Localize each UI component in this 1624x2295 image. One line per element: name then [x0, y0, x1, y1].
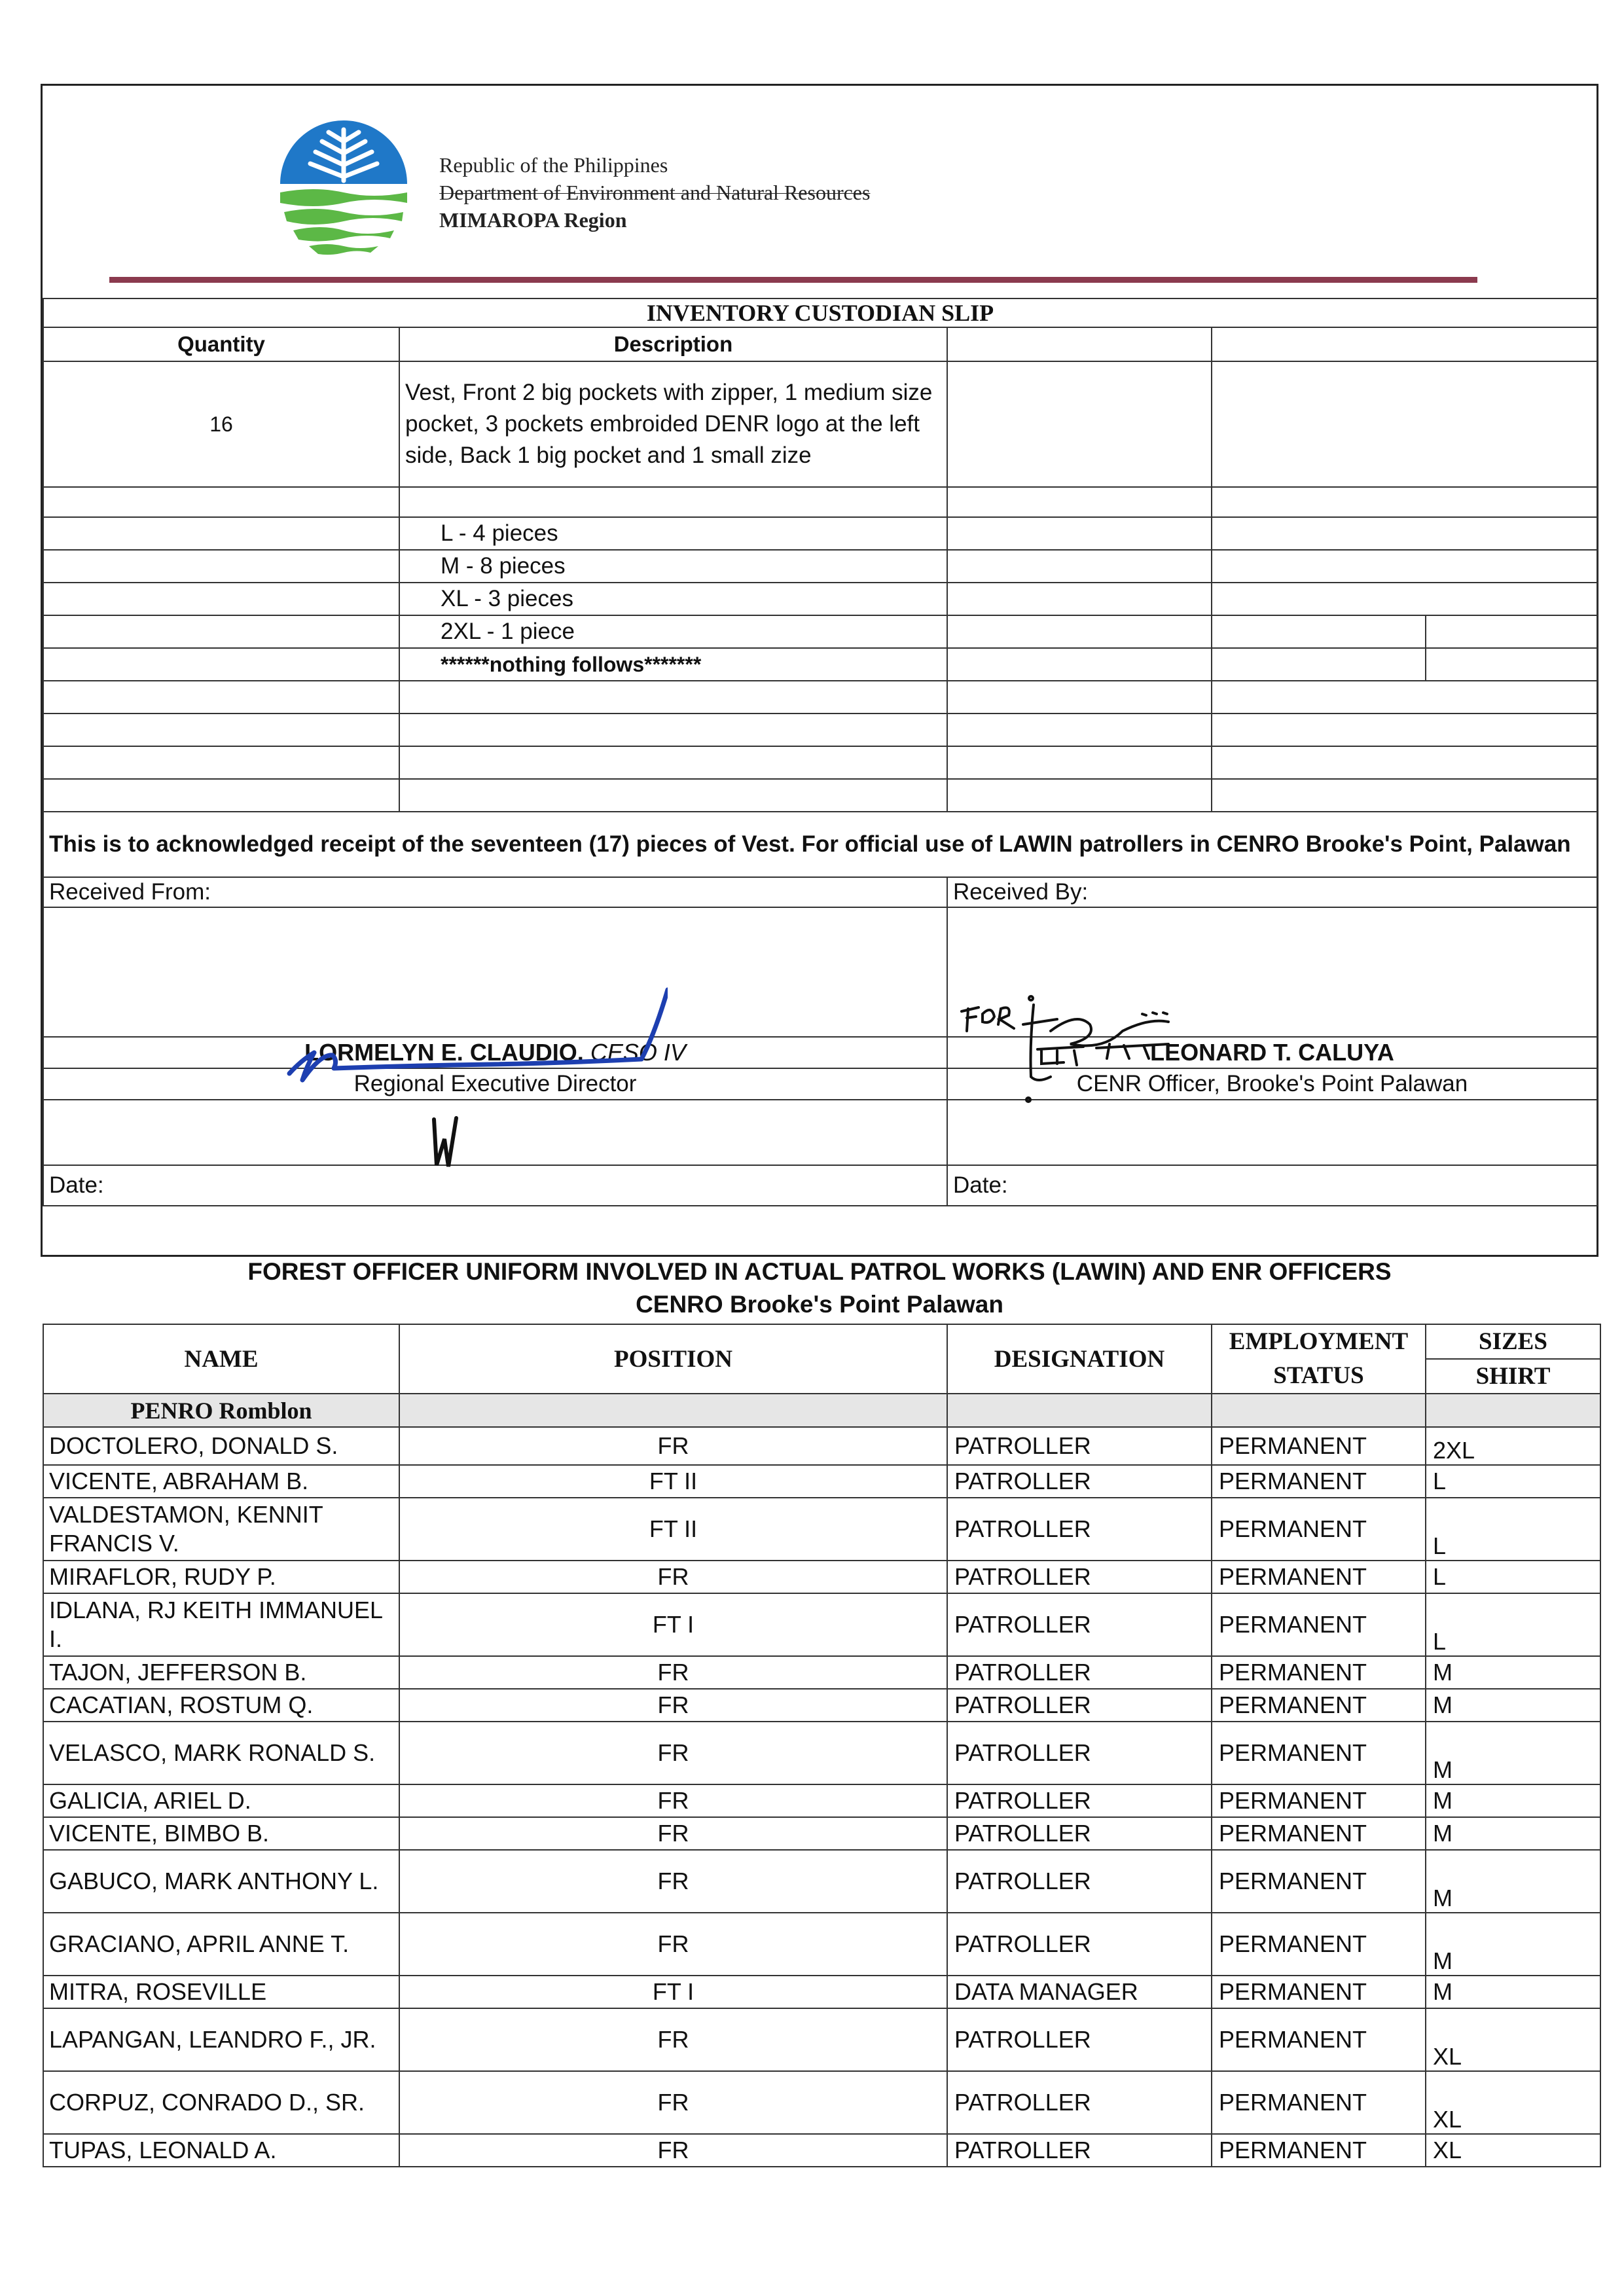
size-line: M - 8 pieces [399, 550, 947, 583]
letterhead-text [439, 151, 870, 234]
description-header: Description [399, 327, 947, 361]
republic-line: Republic of the Philippines [439, 153, 668, 177]
table-row: VICENTE, BIMBO B. FR PATROLLER PERMANENT M [43, 1817, 1600, 1850]
size-line: L - 4 pieces [399, 517, 947, 550]
table-row: MIRAFLOR, RUDY P. FR PATROLLER PERMANENT L [43, 1561, 1600, 1593]
letterhead [43, 86, 1597, 297]
roster-title-line2: CENRO Brooke's Point Palawan [636, 1291, 1003, 1318]
item-description: Vest, Front 2 big pockets with zipper, 1 medium size pocket, 3 pockets embroided DENR logo at the left side, Back 1 big pocket and 1 small zize [399, 361, 947, 487]
shirt-header: SHIRT [1426, 1359, 1600, 1394]
table-row: LAPANGAN, LEANDRO F., JR. FR PATROLLER PERMANENT XL [43, 2008, 1600, 2071]
department-line: Department of Environment and Natural Resources [439, 181, 871, 204]
position-header: POSITION [399, 1324, 947, 1394]
roster-title [43, 1256, 1597, 1321]
group-label: PENRO Romblon [43, 1394, 399, 1427]
table-row: GABUCO, MARK ANTHONY L. FR PATROLLER PERMANENT M [43, 1850, 1600, 1913]
sizes-header: SIZES [1426, 1324, 1600, 1359]
received-by-name: LEONARD T. CALUYA [947, 1037, 1597, 1068]
table-row: TAJON, JEFFERSON B. FR PATROLLER PERMANENT M [43, 1656, 1600, 1689]
initial-mark-icon [429, 1113, 461, 1172]
received-by-label: Received By: [947, 877, 1597, 907]
personnel-table [43, 1324, 1601, 2167]
table-row: GRACIANO, APRIL ANNE T. FR PATROLLER PERMANENT M [43, 1913, 1600, 1976]
table-row: VELASCO, MARK RONALD S. FR PATROLLER PERMANENT M [43, 1722, 1600, 1784]
date-right-label: Date: [947, 1165, 1597, 1206]
quantity-header: Quantity [43, 327, 399, 361]
size-line: 2XL - 1 piece [399, 615, 947, 648]
acknowledgement-text: This is to acknowledged receipt of the seventeen (17) pieces of Vest. For official use of LAWIN patrollers in CENRO Brooke's Point, Palawan [43, 812, 1597, 877]
employment-status-header: EMPLOYMENT STATUS [1212, 1324, 1426, 1394]
received-from-position: Regional Executive Director [43, 1068, 947, 1100]
date-left-label: Date: [43, 1165, 947, 1206]
designation-header: DESIGNATION [947, 1324, 1212, 1394]
header-rule [109, 277, 1477, 283]
name-header: NAME [43, 1324, 399, 1394]
table-row: DOCTOLERO, DONALD S. FR PATROLLER PERMANENT 2XL [43, 1427, 1600, 1465]
received-from-name: LORMELYN E. CLAUDIO, CESO IV [43, 1037, 947, 1068]
quantity-value: 16 [43, 361, 399, 487]
ceso-suffix: CESO IV [590, 1039, 686, 1066]
table-row: MITRA, ROSEVILLE FT I DATA MANAGER PERMANENT M [43, 1976, 1600, 2008]
roster-title-line1: FOREST OFFICER UNIFORM INVOLVED IN ACTUAL PATROL WORKS (LAWIN) AND ENR OFFICERS [247, 1258, 1392, 1285]
table-row: TUPAS, LEONALD A. FR PATROLLER PERMANENT XL [43, 2134, 1600, 2167]
signature-caluya-icon [952, 985, 1178, 1103]
region-line: MIMAROPA Region [439, 208, 627, 232]
signature-claudio-icon [275, 982, 668, 1087]
denr-logo-icon [275, 115, 412, 259]
nothing-follows: ******nothing follows******* [399, 648, 947, 681]
table-row: VICENTE, ABRAHAM B. FT II PATROLLER PERMANENT L [43, 1465, 1600, 1498]
table-row: CORPUZ, CONRADO D., SR. FR PATROLLER PERMANENT XL [43, 2071, 1600, 2134]
table-row: IDLANA, RJ KEITH IMMANUEL I. FT I PATROLLER PERMANENT L [43, 1593, 1600, 1656]
table-row: CACATIAN, ROSTUM Q. FR PATROLLER PERMANENT M [43, 1689, 1600, 1722]
table-row: VALDESTAMON, KENNIT FRANCIS V. FT II PATROLLER PERMANENT L [43, 1498, 1600, 1561]
received-from-label: Received From: [43, 877, 947, 907]
received-by-position: CENR Officer, Brooke's Point Palawan [947, 1068, 1597, 1100]
size-line: XL - 3 pieces [399, 583, 947, 615]
table-row: GALICIA, ARIEL D. FR PATROLLER PERMANENT M [43, 1784, 1600, 1817]
slip-title: INVENTORY CUSTODIAN SLIP [43, 298, 1597, 327]
